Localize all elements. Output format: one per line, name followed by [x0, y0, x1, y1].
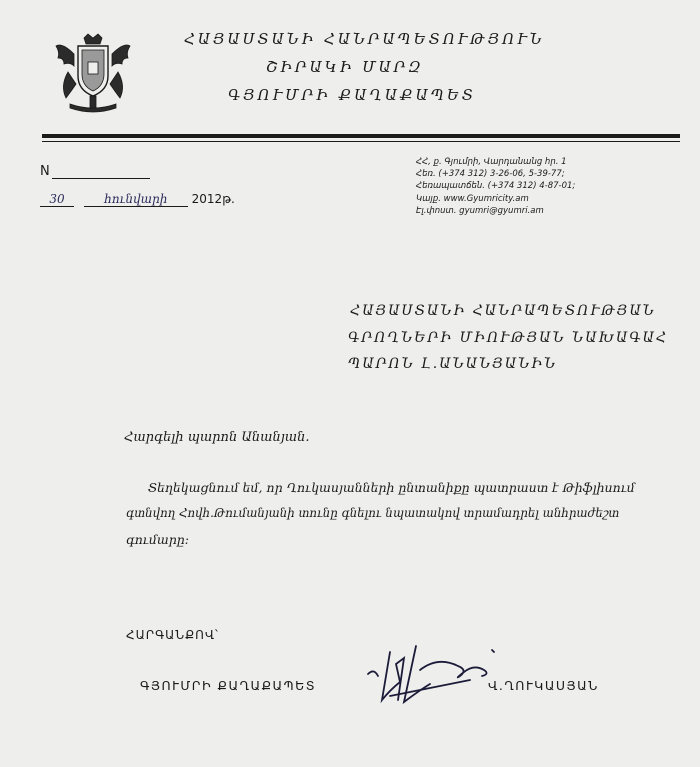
ref-number-line	[52, 178, 150, 179]
header-rule-thick	[42, 134, 680, 138]
coat-of-arms-icon	[52, 32, 134, 120]
letterhead-line-1: ՀԱՅԱՍՏԱՆԻ ՀԱՆՐԱՊԵՏՈՒԹՅՈՒՆ	[184, 30, 545, 48]
contact-web: Կայք. www.Gyumricity.am	[416, 193, 529, 204]
date-day: 30	[40, 192, 74, 207]
contact-address: ՀՀ, ք. Գյումրի, Վարդանանց հր. 1	[416, 157, 567, 167]
closing: ՀԱՐԳԱՆՔՈՎ՝	[126, 628, 219, 642]
body-line-3: գումարը:	[126, 532, 189, 547]
letterhead-line-3: ԳՅՈՒՄՐԻ ՔԱՂԱՔԱՊԵՏ	[228, 86, 476, 104]
recipient-line-2: ԳՐՈՂՆԵՐԻ ՄԻՈՒԹՅԱՆ ՆԱԽԱԳԱՀ	[348, 330, 668, 346]
date-year: 2012թ.	[191, 192, 235, 206]
recipient-line-3: ՊԱՐՈՆ Լ.ԱՆԱՆՅԱՆԻՆ	[348, 356, 558, 372]
contact-fax: Հեռապատճեն. (+374 312) 4-87-01;	[416, 181, 576, 192]
date-line	[40, 192, 235, 207]
contact-phone: Հեռ. (+374 312) 3-26-06, 5-39-77;	[416, 169, 565, 180]
signature-icon	[360, 630, 510, 710]
header-rule-thin	[42, 141, 680, 142]
recipient-line-1: ՀԱՅԱՍՏԱՆԻ ՀԱՆՐԱՊԵՏՈՒԹՅԱՆ	[350, 303, 656, 319]
letterhead-line-2: ՇԻՐԱԿԻ ՄԱՐԶ	[266, 58, 424, 76]
signatory-title: ԳՅՈՒՄՐԻ ՔԱՂԱՔԱՊԵՏ	[140, 678, 317, 693]
body-line-2: գտնվող Հովհ.Թումանյանի տունը գնելու նպատակով տրամադրել անհրաժեշտ	[126, 506, 620, 520]
body-line-1: Տեղեկացնում եմ, որ Ղուկասյանների ընտանիքը պատրաստ է Թիֆլիսում	[148, 480, 635, 495]
date-month: հունվարի	[84, 192, 188, 207]
salutation: Հարգելի պարոն Անանյան.	[124, 430, 310, 445]
ref-number-prefix: N	[40, 164, 50, 179]
contact-email: Էլ.փոստ. gyumri@gyumri.am	[416, 205, 544, 216]
contacts-block	[416, 156, 575, 217]
signatory-name: Վ.ՂՈՒԿԱՍՅԱՆ	[488, 678, 599, 693]
